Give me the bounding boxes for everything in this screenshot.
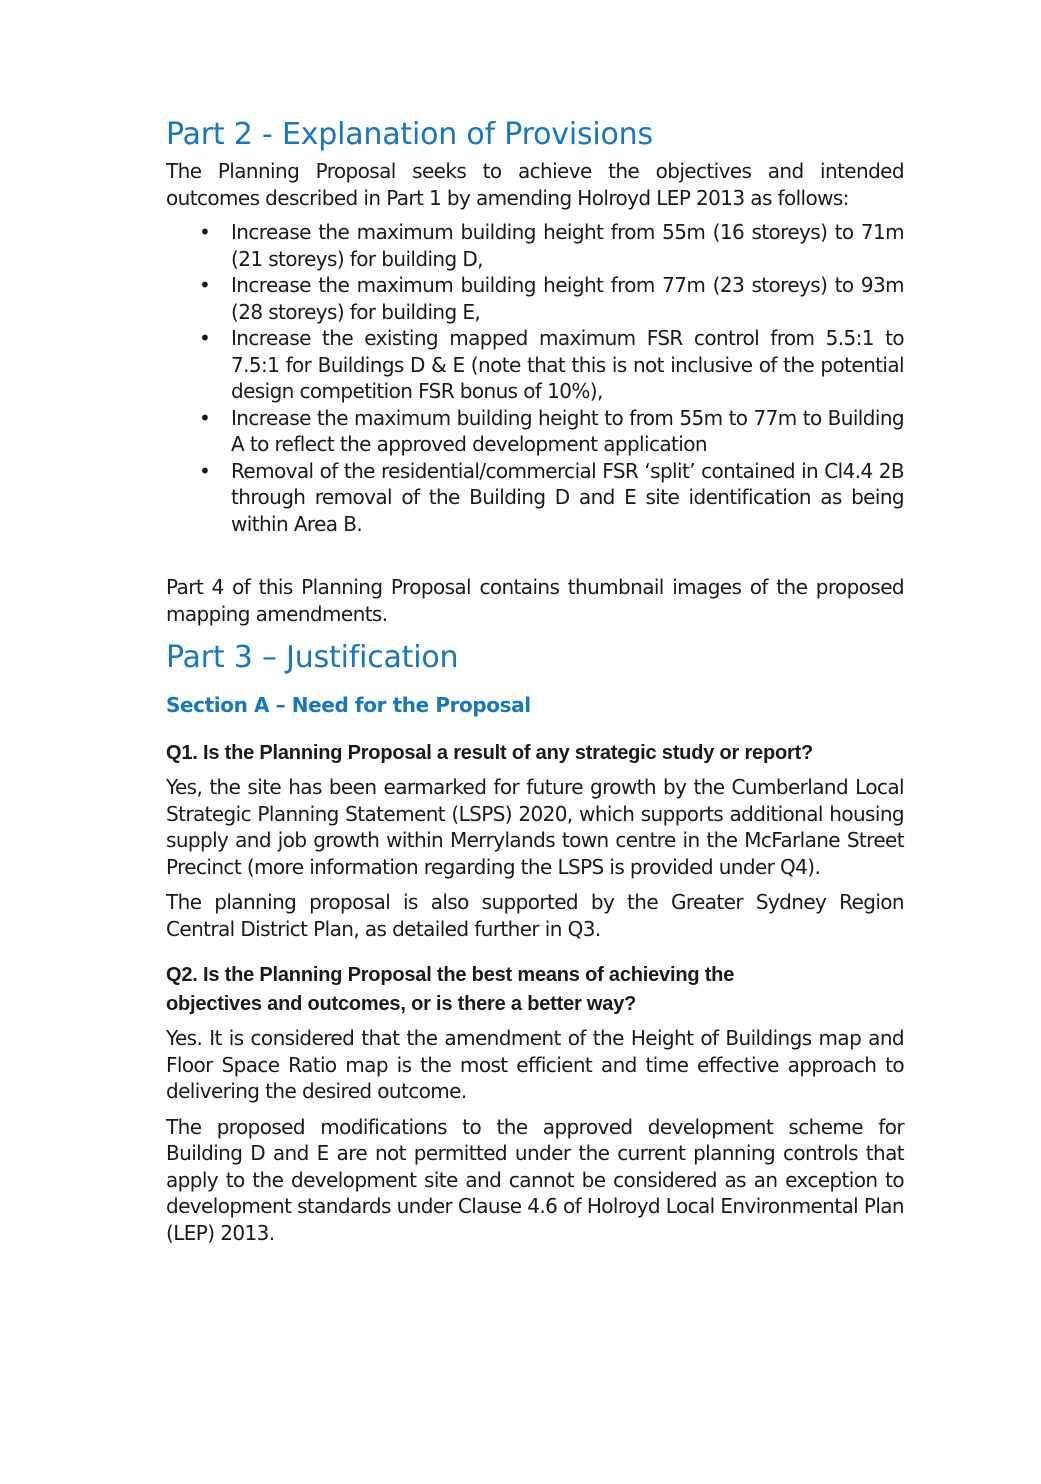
bullet-icon: • (199, 458, 211, 483)
bullet-icon: • (199, 220, 211, 244)
bullet-icon: • (199, 405, 211, 430)
bullet-icon: • (199, 326, 211, 350)
provision-item (199, 219, 904, 272)
provision-text: Increase the existing mapped maximum FSR control from 5.5:1 to 7.5:1 for Buildings D & E (note that this is not inclusive of the potential design competition FSR bonus of 10%), (231, 326, 904, 403)
q1-answer-2: The planning proposal is also supported by the Greater Sydney Region Central District Plan, as detailed further in Q3. (166, 890, 904, 941)
q1-answer-1: Yes, the site has been earmarked for future growth by the Cumberland Local Strategic Planning Statement (LSPS) 2020, which supports additional housing supply and job growth within Merrylands town centre in the McFarlane Street Precinct (more information regarding the LSPS is provided under Q4). (166, 775, 904, 879)
provision-text: Increase the maximum building height from 55m (16 storeys) to 71m (21 storeys) for building D, (231, 220, 904, 271)
part2-intro: The Planning Proposal seeks to achieve the objectives and intended outcomes described in Part 1 by amending Holroyd LEP 2013 as follows: (166, 159, 904, 210)
provisions-list (166, 219, 904, 537)
provision-item (199, 405, 904, 458)
provision-text: Increase the maximum building height from 77m (23 storeys) to 93m (28 storeys) for building E, (231, 273, 904, 324)
provision-item (199, 272, 904, 325)
q2-question (166, 961, 904, 1019)
provision-item (199, 458, 904, 538)
part2-heading: Part 2 - Explanation of Provisions (166, 117, 653, 152)
q2-question-line1: Q2. Is the Planning Proposal the best means of achieving the (166, 964, 735, 986)
q1-question: Q1. Is the Planning Proposal a result of any strategic study or report? (166, 742, 814, 764)
q2-answer-2: The proposed modifications to the approved development scheme for Building D and E are not permitted under the current planning controls that apply to the development site and cannot be considered as an exception to development standards under Clause 4.6 of Holroyd Local Environmental Plan (LEP) 2013. (166, 1114, 905, 1245)
section-a-heading: Section A – Need for the Proposal (166, 693, 531, 717)
provision-item (199, 325, 904, 405)
provision-text: Removal of the residential/commercial FSR ‘split’ contained in Cl4.4 2B through removal of the Building D and E site identification as being within Area B. (231, 458, 904, 536)
provision-text: Increase the maximum building height to from 55m to 77m to Building A to reflect the approved development application (231, 405, 904, 456)
q2-answer-1: Yes. It is considered that the amendment of the Height of Buildings map and Floor Space Ratio map is the most efficient and time effective approach to delivering the desired outcome. (166, 1026, 904, 1103)
bullet-icon: • (199, 273, 211, 297)
part3-heading: Part 3 – Justification (166, 640, 459, 675)
part2-closing: Part 4 of this Planning Proposal contains thumbnail images of the proposed mapping amendments. (166, 575, 904, 626)
q2-question-line2: objectives and outcomes, or is there a better way? (166, 993, 637, 1015)
document-page (166, 112, 904, 1246)
